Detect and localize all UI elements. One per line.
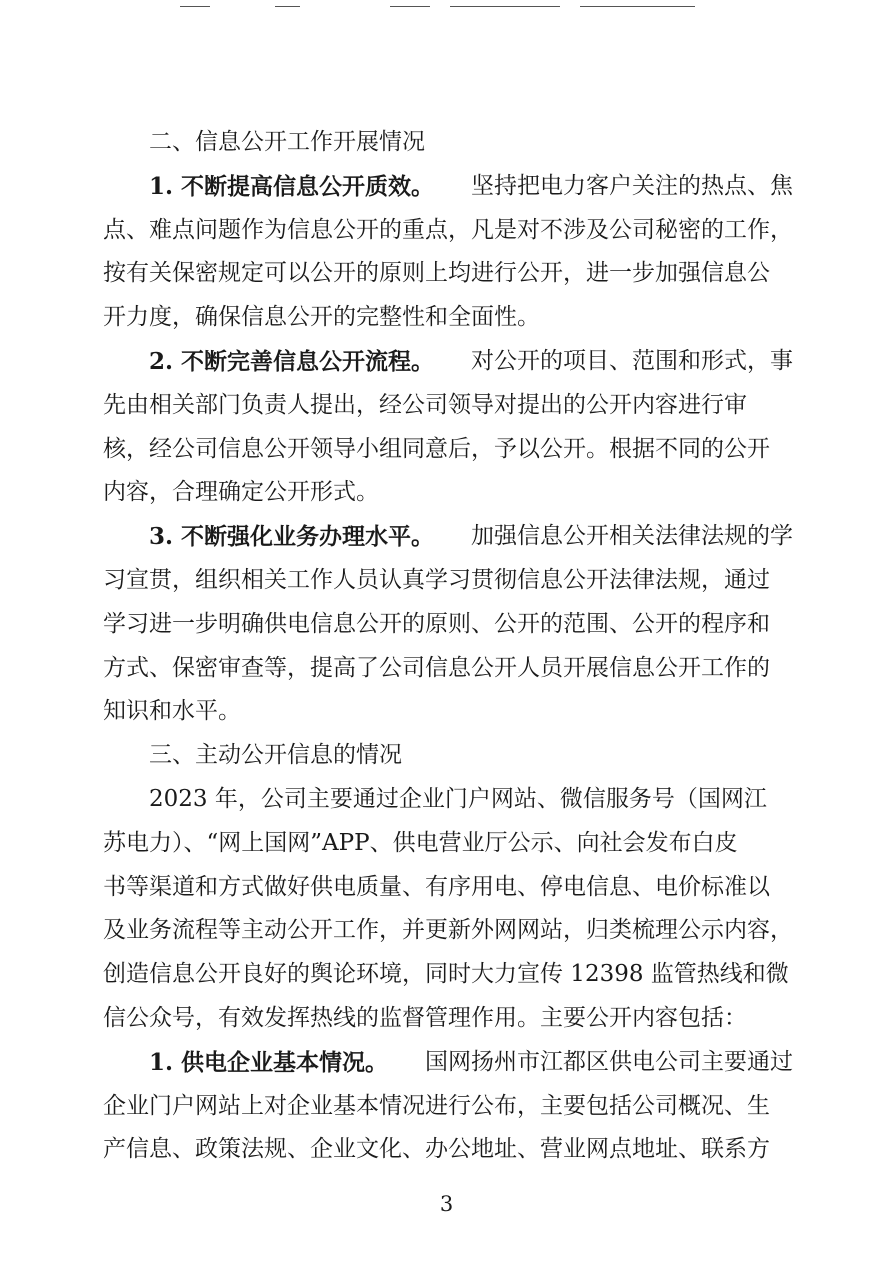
paragraph-line: 点、难点问题作为信息公开的重点，凡是对不涉及公司秘密的工作，: [103, 216, 793, 243]
paragraph-text: 坚持把电力客户关注的热点、焦: [471, 172, 793, 199]
paragraph-line: 创造信息公开良好的舆论环境，同时大力宣传 12398 监管热线和微: [103, 961, 789, 988]
paragraph-line: 核，经公司信息公开领导小组同意后，予以公开。根据不同的公开: [103, 435, 770, 462]
section-heading-2: 二、信息公开工作开展情况: [149, 129, 425, 155]
paragraph-line: [103, 165, 793, 209]
paragraph-line: 先由相关部门负责人提出，经公司领导对提出的公开内容进行审: [103, 391, 747, 418]
paragraph-lead: 2. 不断完善信息公开流程。: [149, 347, 435, 375]
paragraph-line: 及业务流程等主动公开工作，并更新外网网站，归类梳理公示内容，: [103, 917, 793, 944]
paragraph-line: 书等渠道和方式做好供电质量、有序用电、停电信息、电价标准以: [103, 873, 770, 900]
paragraph-line: 方式、保密审查等，提高了公司信息公开人员开展信息公开工作的: [103, 654, 770, 681]
paragraph-text: 对公开的项目、范围和形式，事: [471, 347, 793, 374]
paragraph-lead: 3. 不断强化业务办理水平。: [149, 523, 435, 551]
paragraph-line: 2023 年，公司主要通过企业门户网站、微信服务号（国网江: [149, 785, 767, 812]
paragraph-line: 按有关保密规定可以公开的原则上均进行公开，进一步加强信息公: [103, 260, 770, 287]
paragraph-line: 内容，合理确定公开形式。: [103, 479, 379, 506]
paragraph-line: 苏电力）、“网上国网”APP、供电营业厅公示、向社会发布白皮: [103, 829, 738, 856]
paragraph-line: 知识和水平。: [103, 698, 241, 725]
paragraph-line: [103, 515, 793, 559]
paragraph-text: 国网扬州市江都区供电公司主要通过: [425, 1048, 793, 1075]
paragraph-line: [103, 1041, 793, 1085]
paragraph-line: 产信息、政策法规、企业文化、办公地址、营业网点地址、联系方: [103, 1136, 770, 1163]
paragraph-3-2: [103, 1041, 793, 1172]
paragraph-3-1: [103, 778, 793, 1041]
scan-edge-marks: [180, 6, 700, 9]
paragraph-lead: 1. 供电企业基本情况。: [149, 1048, 389, 1076]
paragraph-line: 企业门户网站上对企业基本情况进行公布，主要包括公司概况、生: [103, 1092, 770, 1119]
paragraph-text: 加强信息公开相关法律法规的学: [471, 523, 793, 550]
paragraph-2-3: [103, 515, 793, 734]
paragraph-line: 学习进一步明确供电信息公开的原则、公开的范围、公开的程序和: [103, 610, 770, 637]
paragraph-2-1: [103, 165, 793, 340]
paragraph-line: 开力度，确保信息公开的完整性和全面性。: [103, 304, 540, 331]
section-heading-3: 三、主动公开信息的情况: [149, 742, 402, 769]
page-number: 3: [439, 1192, 454, 1216]
paragraph-line: [103, 340, 793, 384]
document-page: [103, 121, 793, 1172]
paragraph-2-2: [103, 340, 793, 515]
paragraph-line: 习宣贯，组织相关工作人员认真学习贯彻信息公开法律法规，通过: [103, 566, 770, 593]
paragraph-line: 信公众号，有效发挥热线的监督管理作用。主要公开内容包括：: [103, 1004, 747, 1031]
paragraph-lead: 1. 不断提高信息公开质效。: [149, 172, 435, 200]
